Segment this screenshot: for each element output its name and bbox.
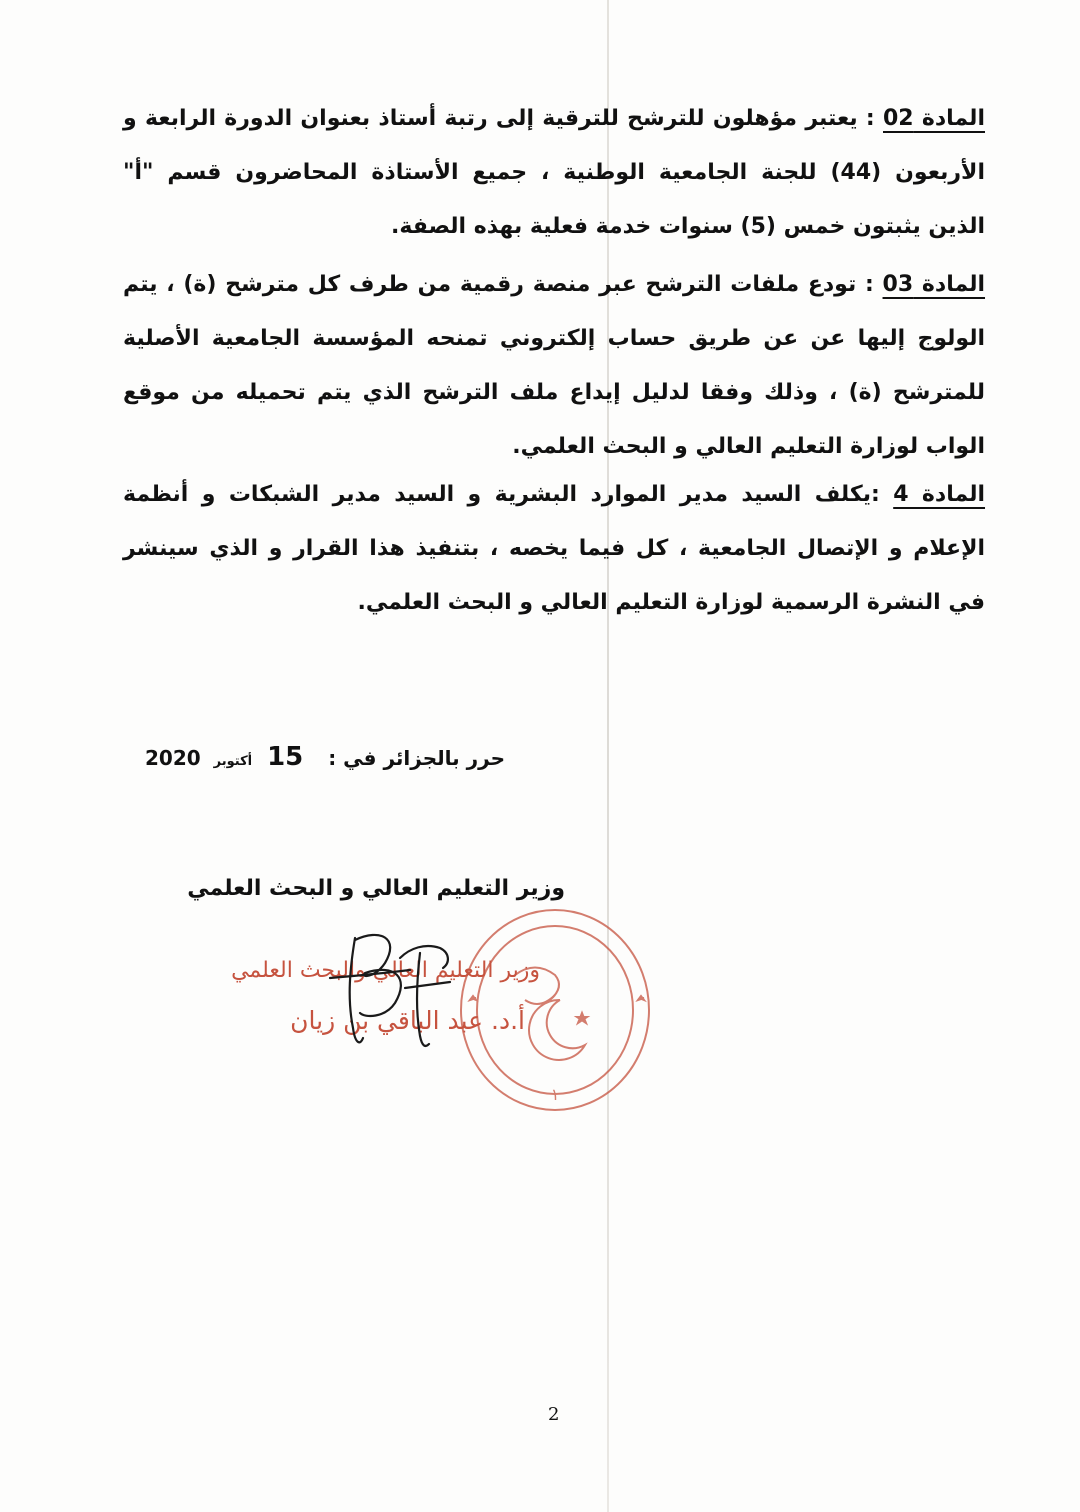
article-03 <box>123 258 985 474</box>
article-04-heading: المادة 4 <box>893 482 986 507</box>
date-label: حرر بالجزائر في : <box>328 746 505 770</box>
article-04-text: :يكلف السيد مدير الموارد البشرية و السيد مدير الشبكات و أنظمة الإعلام و الإتصال الجامعية ، كل فيما يخصه ، بتنفيذ هذا القرار و الذي سينشر في النشرة الرسمية لوزارة التعليم العالي و البحث العلمي. <box>123 482 985 615</box>
svg-text:١: ١ <box>550 1085 560 1104</box>
article-04 <box>123 468 985 630</box>
article-03-text: : تودع ملفات الترشح عبر منصة رقمية من طرف كل مترشح (ة) ، يتم الولوج إليها عن عن طريق حساب إلكتروني تمنحه المؤسسة الجامعية الأصلية للمترشح (ة) ، وذلك وفقا لدليل إيداع ملف الترشح الذي يتم تحميله من موقع الواب لوزارة التعليم العالي و البحث العلمي. <box>123 272 985 459</box>
stamp-minister-name: أ.د. عبد الباقي بن زيان <box>290 1006 525 1035</box>
date-line <box>145 742 505 772</box>
article-02-heading: المادة 02 <box>883 106 985 131</box>
date-year: 2020 <box>145 746 201 770</box>
article-03-heading: المادة 03 <box>882 272 986 297</box>
signature-icon <box>325 918 475 1053</box>
article-02-text: : يعتبر مؤهلون للترشح للترقية إلى رتبة أستاذ بعنوان الدورة الرابعة و الأربعون (44) للجنة الجامعية الوطنية ، جميع الأستاذة المحاضرون قسم "أ" الذين يثبتون خمس (5) سنوات خدمة فعلية بهذه الصفة. <box>123 106 985 239</box>
stamp-title: وزير التعليم العالي والبحث العلمي <box>231 958 540 983</box>
minister-title: وزير التعليم العالي و البحث العلمي <box>187 876 565 901</box>
date-month: أكتوبر <box>213 754 253 769</box>
article-02 <box>123 92 985 254</box>
page-number: 2 <box>548 1404 560 1425</box>
date-day: 15 <box>267 742 304 772</box>
